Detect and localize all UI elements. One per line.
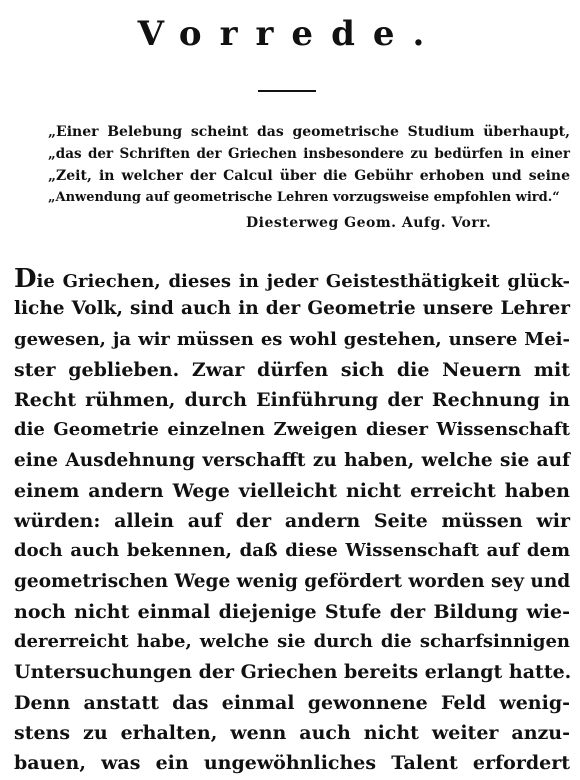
body-line: würden: allein auf der andern Seite müssen wir <box>14 510 570 532</box>
body-line: bauen, was ein ungewöhnliches Talent erfordert <box>14 752 570 774</box>
body-line: Recht rühmen, durch Einführung der Rechnung in <box>14 389 570 411</box>
body-line: noch nicht einmal diejenige Stufe der Bildung wie- <box>14 600 570 623</box>
body-line: gewesen, ja wir müssen es wohl gestehen, unsere Mei- <box>14 328 570 350</box>
body-line <box>14 264 570 294</box>
body-line: Denn anstatt das einmal gewonnene Feld wenig- <box>14 691 570 714</box>
title-divider <box>258 90 316 92</box>
body-line: einem andern Wege vielleicht nicht erreicht haben <box>14 479 570 502</box>
quote-attribution: Diesterweg Geom. Aufg. Vorr. <box>246 215 492 231</box>
body-line: doch auch bekennen, daß diese Wissenschaft auf dem <box>14 540 570 562</box>
quote-line: „Einer Belebung scheint das geometrische Studium überhaupt, <box>48 124 570 140</box>
body-line: eine Ausdehnung verschafft zu haben, welche sie auf <box>14 449 570 471</box>
body-line-text: ie Griechen, dieses in jeder Geistesthätigkeit glück- <box>36 271 570 292</box>
quote-line: „Zeit, in welcher der Calcul über die Gebühr erhoben und seine <box>48 168 570 184</box>
quote-line: „das der Schriften der Griechen insbesondere zu bedürfen in einer <box>48 146 570 162</box>
body-line: dererreicht habe, welche sie durch die scharfsinnigen <box>14 631 570 652</box>
drop-cap: D <box>14 264 37 294</box>
body-line: liche Volk, sind auch in der Geometrie unsere Lehrer <box>14 298 570 320</box>
body-line: ster geblieben. Zwar dürfen sich die Neuern mit <box>14 358 570 381</box>
page-title: Vorrede. <box>137 14 443 54</box>
body-line: geometrischen Wege wenig gefördert worden sey und <box>14 570 571 592</box>
body-line: Untersuchungen der Griechen bereits erlangt hatte. <box>14 661 572 684</box>
quote-line: „Anwendung auf geometrische Lehren vorzugsweise empfohlen wird.“ <box>48 190 560 205</box>
body-line: die Geometrie einzelnen Zweigen dieser Wissenschaft <box>14 419 570 441</box>
body-line: stens zu erhalten, wenn auch nicht weiter anzu- <box>14 721 570 744</box>
